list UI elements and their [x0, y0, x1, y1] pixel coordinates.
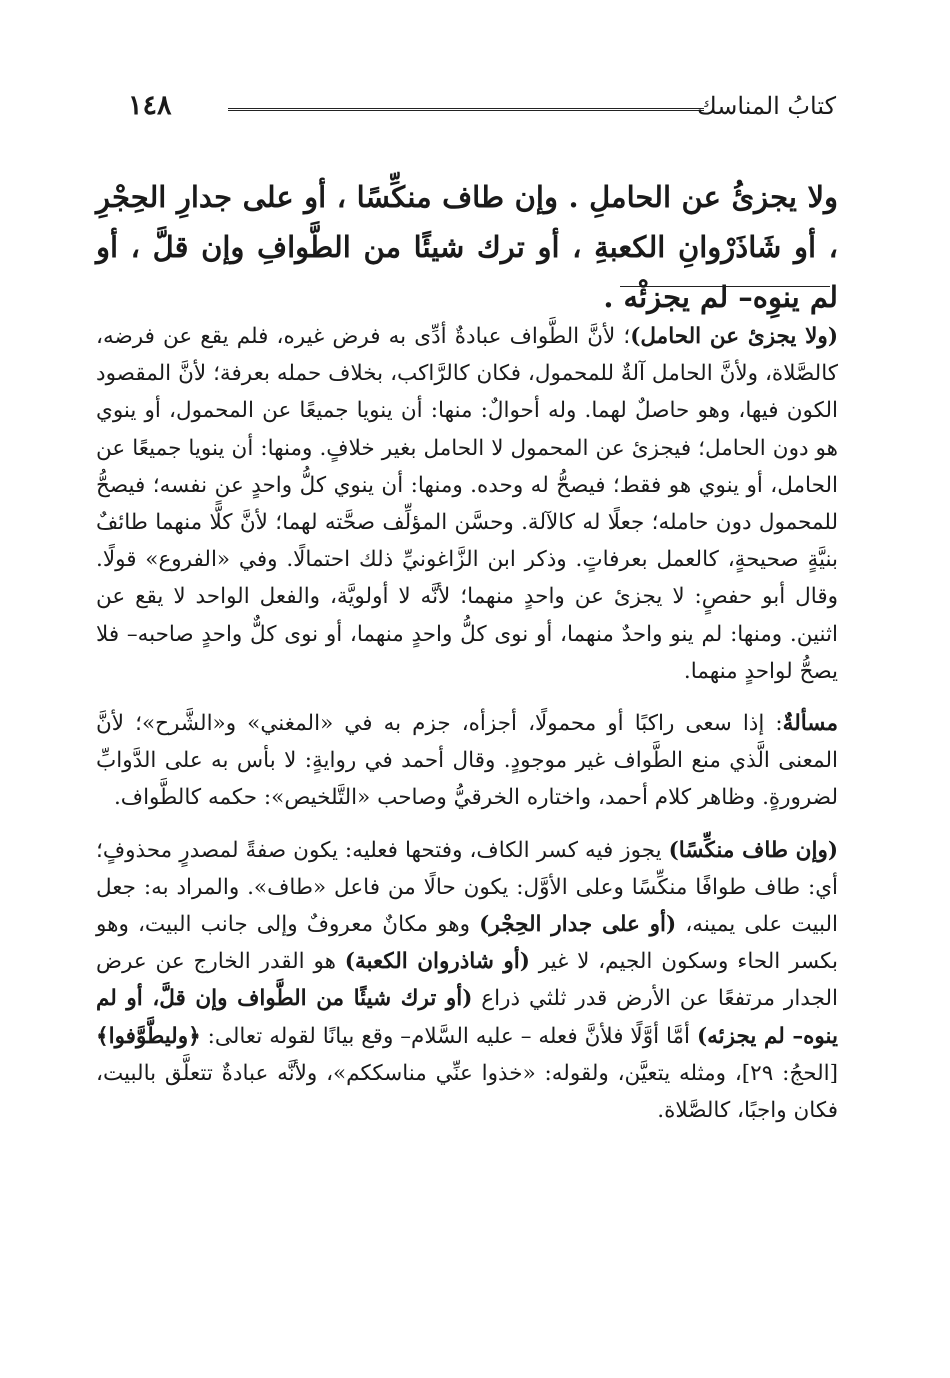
paragraph-body: أمَّا أوَّلًا فلأنَّ فعله – عليه السَّلام– وقع بيانًا لقوله تعالى: [200, 1023, 697, 1049]
running-header [128, 86, 836, 126]
paragraph-body: وهو مكانٌ معروفٌ وإلى جانب البيت، وهو بكسر الحاء وسكون الجيم، لا غير [96, 912, 838, 975]
paragraph-body: : إذا سعى راكبًا أو محمولًا، أجزأه، جزم به في «المغني» و«الشَّرح»؛ لأنَّ المعنى الَّذي منع الطَّواف غير موجودٍ. وقال أحمد في روايةٍ: لا بأس به على الدَّوابِّ لضرورةٍ. وظاهر كلام أحمد، واختاره الخرقيُّ وصاحب «التَّلخيص»: حكمه كالطَّواف. [96, 711, 838, 811]
quoted-matn: (أو ترك شيئًا من الطَّواف وإن قلَّ، أو لم ينوه– لم يجزئه) [96, 986, 838, 1049]
matn-separator-rule [620, 286, 830, 287]
paragraph-body: ؛ لأنَّ الطَّواف عبادةٌ أدِّى به فرض غيره، فلم يقع عن فرضه، كالصَّلاة، ولأنَّ الحامل آلةٌ للمحمول، فكان كالرَّاكب، بخلاف حمله بعرفة؛ لأنَّ المقصود الكون فيها، وهو حاصلٌ لهما. وله أحوالٌ: منها: أن ينويا جميعًا عن المحمول، أو ينوي هو دون الحامل؛ فيجزئ عن المحمول لا الحامل بغير خلافٍ. ومنها: أن ينويا جميعًا عن الحامل، أو ينوي هو فقط؛ فيصحُّ له وحده. ومنها: أن ينوي كلُّ واحدٍ عن نفسه؛ فيصحُّ للمحمول دون حامله؛ جعلًا له كالآلة. وحسَّن المؤلِّف صحَّته لهما؛ لأنَّ كلًّا منهما طائفٌ بنيَّةٍ صحيحةٍ، كالعمل بعرفاتٍ. وذكر ابن الزَّاغونيِّ ذلك احتمالًا. وفي «الفروع» قولًا. وقال أبو حفصٍ: لا يجزئ عن واحدٍ منهما؛ لأنَّه لا أولويَّة، والفعل الواحد لا يقع عن اثنين. ومنها: لم ينو واحدٌ منهما، أو نوى كلُّ واحدٍ منهما، أو نوى كلٌّ واحدٍ صاحبه– فلا يصحُّ لواحدٍ منهما. [96, 324, 838, 684]
header-rule [228, 108, 704, 113]
commentary-paragraph-2 [96, 705, 838, 817]
paragraph-body: هو القدر الخارج عن عرض الجدار مرتفعًا عن الأرض قدر ثلثي ذراع [96, 949, 838, 1012]
commentary-paragraph-1 [96, 318, 838, 690]
quoted-matn: (أو على جدار الحِجْر) [479, 912, 677, 938]
page-number: ١٤٨ [128, 90, 172, 121]
paragraph-body: [الحجُ: ٢٩]، ومثله يتعيَّن، ولقوله: «خذوا عنِّي مناسككم»، ولأنَّه عبادةٌ تتعلَّق بالبيت، فكان واجبًا، كالصَّلاة. [96, 1060, 838, 1124]
quran-quote: ﴿وليطَّوَّفوا﴾ [96, 1023, 201, 1049]
paragraph-body: يجوز فيه كسر الكاف، وفتحها فعليه: يكون صفةً لمصدرٍ محذوفٍ؛ أي: طاف طوافًا منكِّسًا وعلى الأوَّل: يكون حالًا من فاعل «طاف». والمراد به: جعل البيت على يمينه، [96, 837, 838, 938]
book-title: كتابُ المناسك [697, 92, 836, 120]
paragraph-lead: مسألةٌ [782, 711, 838, 737]
quoted-matn: (أو شاذروان الكعبة) [344, 949, 530, 975]
commentary-paragraph-3 [96, 832, 838, 1130]
quoted-matn: (وإن طاف منكِّسًا) [668, 837, 838, 863]
paragraph-lead: (ولا يجزئ عن الحامل) [630, 324, 838, 349]
commentary [96, 318, 838, 1129]
matn-text: ولا يجزئُ عن الحاملِ . وإن طاف منكِّسًا ، أو على جدارِ الحِجْرِ ، أو شَاذَرْوانِ الكعبةِ ، أو ترك شيئًا من الطَّوافِ وإن قلَّ ، أو لم ينوِه– لم يجزئْه . [96, 180, 838, 314]
